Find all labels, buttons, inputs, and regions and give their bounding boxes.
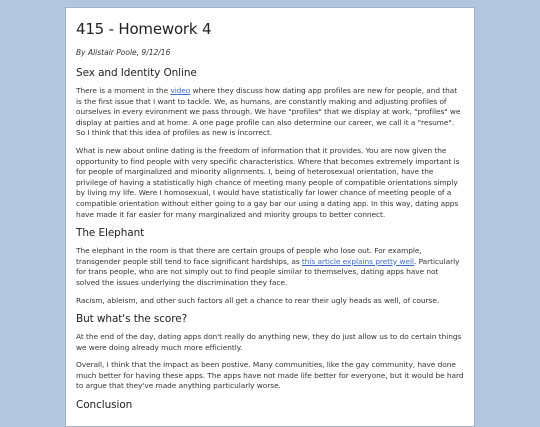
paragraph-text: where they discuss how dating app profiles are new for people, and that is the first issue that I want to tackle. We, as humans, are constantly making and adjusting profiles of ourselves in every evironment we pass through. We have "profiles" that we display at work, "profiles" we display at parties and at home. A one page profile can also determine our career, we call it a "resume". So I think that this idea of profiles as new is incorrect. — [76, 86, 461, 138]
paragraph-text: . Particularly for trans people, who are not simply out to find people similar to themselves, dating apps have not solved the issues underlying the discrimination they face. — [76, 256, 460, 287]
section-heading-elephant: The Elephant — [76, 227, 145, 240]
section-heading-conclusion: Conclusion — [76, 399, 133, 412]
section-heading-sex-identity: Sex and Identity Online — [76, 67, 197, 79]
paragraph: At the end of the day, dating apps don't really do anything new, they do just allow us to do certain things we were doing already much more efficiently. — [76, 332, 462, 352]
paragraph: What is new about online dating is the freedom of information that it provides. You are now given the opportunity to find people with very specific characteristics. Where that becomes extremely important is for people of marginalized and minority alignments. I, being of heterosexual orientation, have the privilege of having a statistically high chance of meeting many people of compatible orientations simply by living my life. Were I homosexual, I would have statistically far lower chance of meeting people of a compatible orientation without either going to a gay bar our using a dating app. In this way, dating apps have made it far easier for many marginalized and miority groups to better connect. — [76, 145, 460, 219]
paragraph — [76, 86, 464, 139]
video-link[interactable]: video — [170, 86, 191, 95]
paragraph-text: The elephant in the room is that there are certain groups of people who lose out. For example, transgender people still tend to face significant hardships, as — [76, 246, 422, 266]
article-link[interactable]: this article explains pretty well — [301, 256, 414, 266]
document-page — [65, 7, 475, 427]
byline: By Alistair Poole, 9/12/16 — [76, 48, 171, 57]
paragraph — [76, 246, 464, 288]
section-heading-score: But what's the score? — [76, 313, 188, 326]
paragraph: Racism, ableism, and other such factors all get a chance to rear their ugly heads as well, of course. — [76, 295, 440, 305]
paragraph: Overall, I think that the impact as been postive. Many communities, like the gay community, have done much better for having these apps. The apps have not made life better for everyone, but it would be hard to argue that they've made anything particularly worse. — [76, 360, 464, 391]
paragraph-text: There is a moment in the — [76, 86, 171, 95]
page-title: 415 - Homework 4 — [76, 20, 212, 38]
